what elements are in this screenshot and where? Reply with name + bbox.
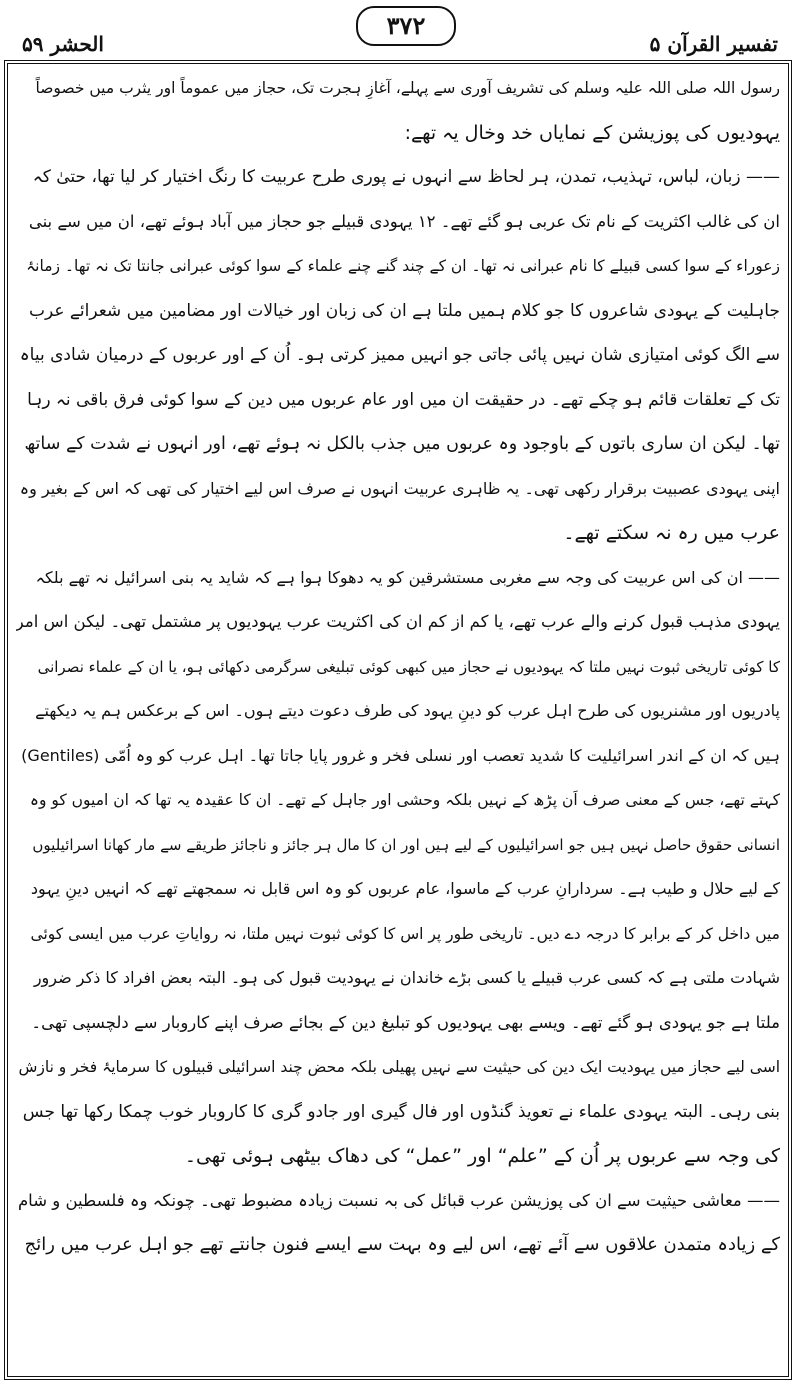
text-line: زعوراء کے سوا کسی قبیلے کا نام عبرانی نہ تھا۔ ان کے چند گنے چنے علماء کے سوا کوئی عبرانی جانتا تک نہ تھا۔ زمانۂ [26, 257, 780, 275]
text-line: ہیں کہ ان کے اندر اسرائیلیت کا شدید تعصب اور نسلی فخر و غرور پایا جاتا تھا۔ اہل عرب کو وہ اُمّی (Gentiles) [21, 745, 780, 765]
text-line: شہادت ملتی ہے کہ کسی عرب قبیلے یا کسی بڑے خاندان نے یہودیت قبول کی ہو۔ البتہ بعض افراد کا ذکر ضرور [33, 968, 780, 987]
text-line: —— زبان، لباس، تہذیب، تمدن، ہر لحاظ سے انہوں نے پوری طرح عربیت کا رنگ اختیار کر لیا تھا، حتیٰ کہ [32, 167, 780, 187]
text-line: یہودی مذہب قبول کرنے والے عرب تھے، یا کم از کم ان کی اکثریت عرب یہودیوں پر مشتمل تھی۔ لیکن اس امر [16, 612, 780, 631]
text-line: تھا۔ لیکن ان ساری باتوں کے باوجود وہ عربوں میں جذب بالکل نہ ہوئے تھے، اور انہوں نے شدت کے ساتھ [24, 434, 780, 454]
text-line: میں داخل کر کے برابر کا درجہ دے دیں۔ تاریخی طور پر اس کا کوئی ثبوت نہیں ملتا، نہ روایاتِ عرب میں ایسی کوئی [30, 924, 780, 943]
text-line: انسانی حقوق حاصل نہیں ہیں جو اسرائیلیوں کے لیے ہیں اور ان کا مال ہر جائز و ناجائز طریقے سے مار کھانا اسرائیلیوں [32, 835, 780, 854]
text-line: اپنی یہودی عصبیت برقرار رکھی تھی۔ یہ ظاہری عربیت انہوں نے صرف اس لیے اختیار کی تھی کہ اس کے بغیر وہ [19, 478, 780, 498]
text-line: جاہلیت کے یہودی شاعروں کا جو کلام ہمیں ملتا ہے ان کی زبان اور خیالات اور مضامین میں شعرائے عرب [29, 300, 780, 321]
text-line: یہودیوں کی پوزیشن کے نمایاں خد وخال یہ تھے: [404, 121, 780, 144]
text-line: ملتا ہے جو یہودی ہو گئے تھے۔ ویسے بھی یہودیوں کو تبلیغ دین کے بجائے صرف اپنے کاروبار سے دلچسپی تھی۔ [31, 1012, 780, 1032]
page-number: ۳۷۲ [356, 6, 456, 46]
text-line: بنی رہی۔ البتہ یہودی علماء نے تعویذ گنڈوں اور فال گیری اور جادو گری کا کاروبار خوب چمکا رکھا تھا جس [22, 1101, 780, 1122]
text-line: تک کے تعلقات قائم ہو چکے تھے۔ در حقیقت ان میں اور عام عربوں میں دین کے سوا کوئی فرق باقی نہ رہا [27, 389, 780, 410]
text-line: کہتے تھے، جس کے معنی صرف اَن پڑھ کے نہیں بلکہ وحشی اور جاہل کے تھے۔ ان کا عقیدہ یہ تھا کہ ان امیوں کو وہ [29, 791, 780, 809]
text-line: ان کی غالب اکثریت کے نام تک عربی ہو گئے تھے۔ ۱۲ یہودی قبیلے جو حجاز میں آباد ہوئے تھے، ان میں سے بنی [28, 211, 780, 231]
text-line: سے الگ کوئی امتیازی شان نہیں پائی جاتی جو انہیں ممیز کرتی ہو۔ اُن کے اور عربوں کے درمیان شادی بیاہ [19, 345, 780, 365]
text-line: کی وجہ سے عربوں پر اُن کے ”علم“ اور ”عمل“ کی دھاک بیٹھی ہوئی تھی۔ [184, 1145, 780, 1167]
text-line: رسول اللہ صلی اللہ علیہ وسلم کی تشریف آوری سے پہلے، آغازِ ہجرت تک، حجاز میں عموماً اور یثرب میں خصوصاً [35, 79, 780, 97]
text-line: —— ان کی اس عربیت کی وجہ سے مغربی مستشرقین کو یہ دھوکا ہوا ہے کہ شاید یہ بنی اسرائیل نہ تھے بلکہ [35, 567, 780, 587]
text-line: پادریوں اور مشنریوں کی طرح اہل عرب کو دینِ یہود کی طرف دعوت دیتے ہوں۔ اس کے برعکس ہم یہ دیکھتے [35, 701, 780, 720]
surah-title: الحشر ۵۹ [22, 32, 104, 56]
book-title: تفسیر القرآن ۵ [649, 32, 778, 56]
text-line: عرب میں رہ نہ سکتے تھے۔ [563, 522, 780, 544]
text-line: اسی لیے حجاز میں یہودیت ایک دین کی حیثیت سے نہیں پھیلی بلکہ محض چند اسرائیلی قبیلوں کا سرمایۂ فخر و نازش [18, 1058, 780, 1076]
body-text [16, 66, 780, 1366]
text-line: کے زیادہ متمدن علاقوں سے آئے تھے، اس لیے وہ بہت سے ایسے فنون جانتے تھے جو اہل عرب میں رائج [24, 1234, 780, 1255]
text-line: کے لیے حلال و طیب ہے۔ سردارانِ عرب کے ماسوا، عام عربوں کو وہ اس قابل نہ سمجھتے تھے کہ انہیں دینِ یہود [30, 879, 780, 898]
text-line: کا کوئی تاریخی ثبوت نہیں ملتا کہ یہودیوں نے حجاز میں کبھی کوئی تبلیغی سرگرمی دکھائی ہو، یا ان کے علماء نصرانی [37, 657, 780, 676]
text-line: —— معاشی حیثیت سے ان کی پوزیشن عرب قبائل کی بہ نسبت زیادہ مضبوط تھی۔ چونکہ وہ فلسطین و شام [17, 1190, 780, 1210]
page-header [0, 0, 800, 60]
